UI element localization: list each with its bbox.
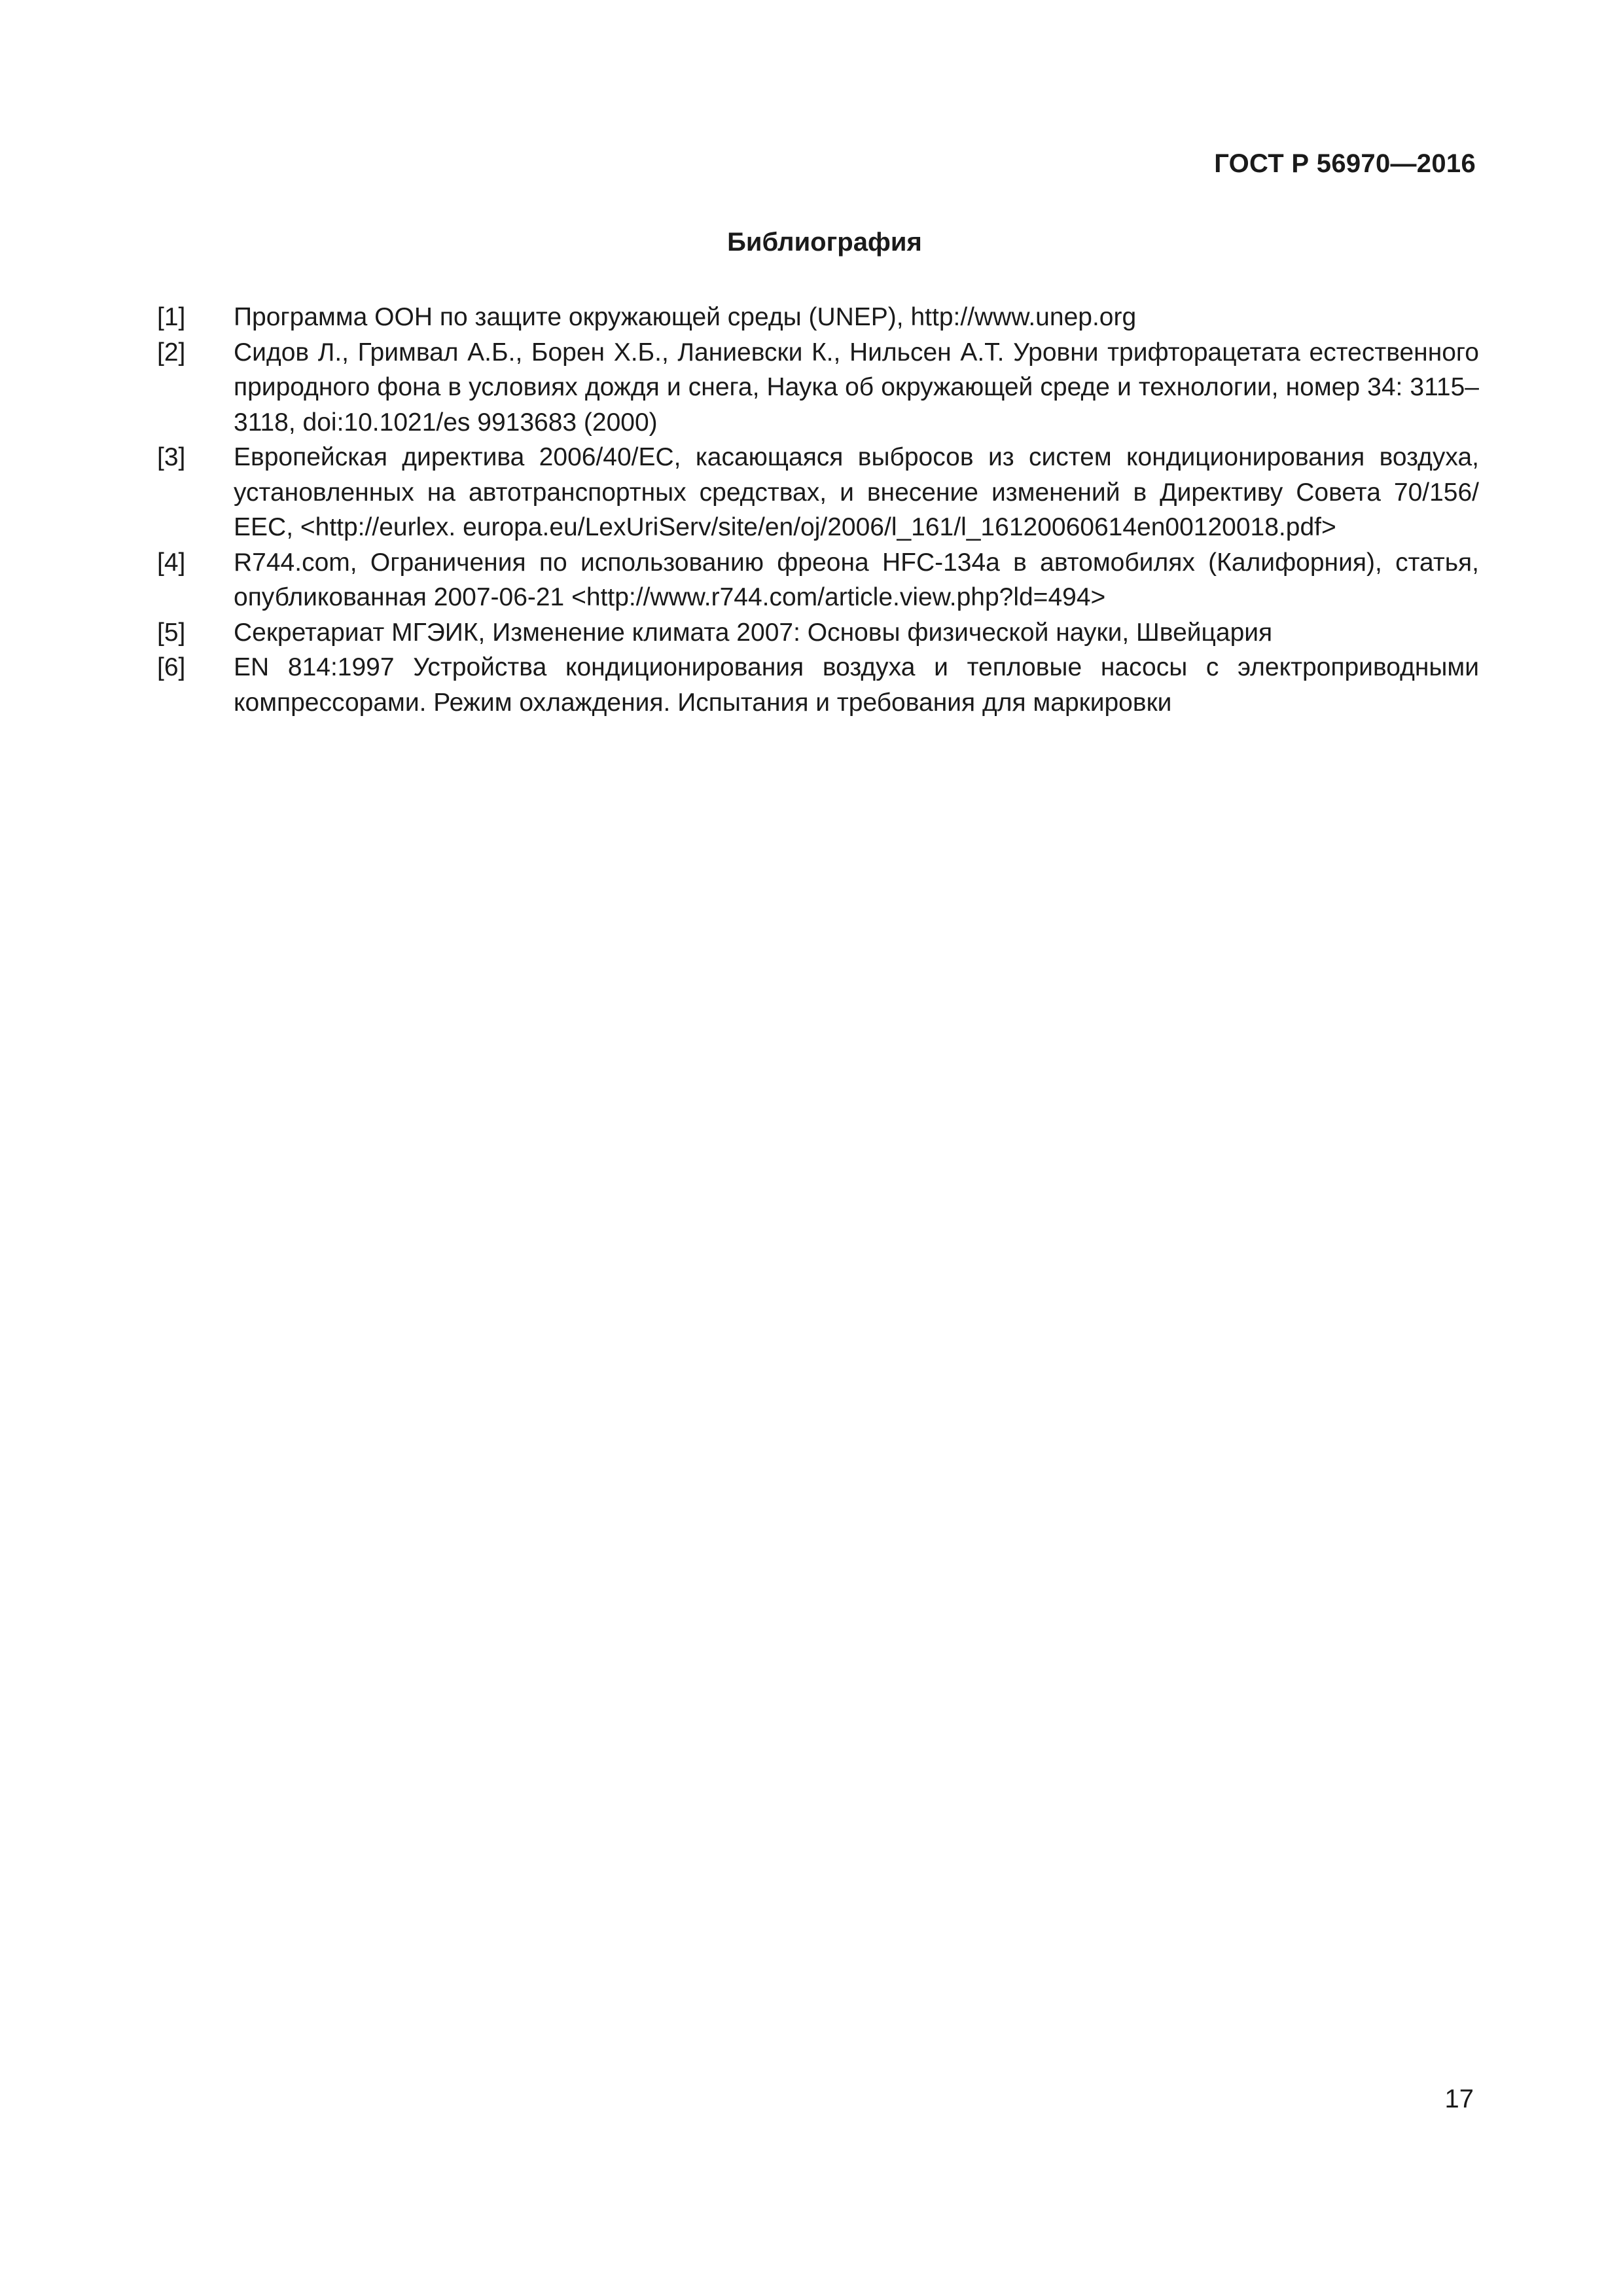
entry-text: Сидов Л., Гримвал А.Б., Борен Х.Б., Ланиевски К., Нильсен А.Т. Уровни трифторацетата естественного природного фона в условиях дождя и снега, Наука об окружающей среде и технологии, номер 34: 3115–3118, doi:10.1021/es 9913683 (2000)	[234, 338, 1479, 437]
entry-text: R744.com, Ограничения по использованию фреона HFC-134a в автомобилях (Калифорния), статья, опубликованная 2007-06-21 <http://www.r744.com/article.view.php?ld=494>	[234, 548, 1479, 611]
entry-number: [2]	[157, 338, 186, 367]
bibliography-entry-4	[157, 545, 1479, 615]
entry-number: [3]	[157, 443, 186, 471]
entry-text: Секретариат МГЭИК, Изменение климата 2007: Основы физической науки, Швейцария	[234, 618, 1273, 647]
bibliography-entry-2	[157, 335, 1479, 440]
entry-number: [5]	[157, 618, 186, 647]
document-standard-code: ГОСТ Р 56970—2016	[1214, 149, 1476, 178]
bibliography-entry-3	[157, 440, 1479, 545]
bibliography-entry-1	[157, 300, 1479, 335]
entry-text: Программа ООН по защите окружающей среды (UNEP), http://www.unep.org	[234, 303, 1137, 331]
entry-number: [4]	[157, 548, 186, 577]
entry-number: [1]	[157, 303, 186, 331]
entry-number: [6]	[157, 653, 186, 681]
page-number: 17	[1444, 2085, 1474, 2113]
bibliography-list	[157, 300, 1479, 720]
entry-text: EN 814:1997 Устройства кондиционирования воздуха и тепловые насосы с электроприводными компрессорами. Режим охлаждения. Испытания и требования для маркировки	[234, 653, 1479, 717]
bibliography-entry-5	[157, 615, 1479, 651]
entry-text: Европейская директива 2006/40/ЕС, касающаяся выбросов из систем кондиционирования воздуха, установленных на автотранспортных средствах, и внесение изменений в Директиву Совета 70/156/ EEC, <http://eurlex. europa.eu/LexUriServ/site/en/oj/2006/l_161/l_16120060614en00120018.pdf>	[234, 443, 1479, 541]
bibliography-title: Библиография	[727, 228, 922, 257]
bibliography-entry-6	[157, 650, 1479, 720]
